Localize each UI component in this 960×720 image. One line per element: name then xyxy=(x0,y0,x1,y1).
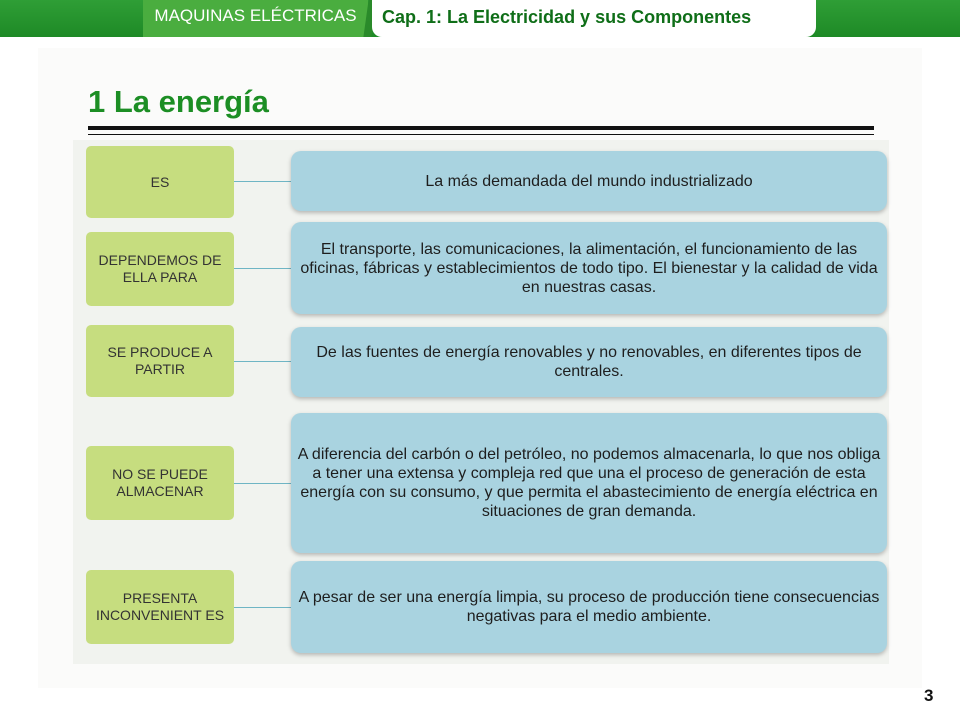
course-label: MAQUINAS ELÉCTRICAS xyxy=(154,6,357,25)
page-number: 3 xyxy=(924,686,934,705)
connector-line xyxy=(234,181,291,182)
title-rule-thick xyxy=(88,126,874,130)
connector-line xyxy=(234,607,291,608)
label-box-es: ES xyxy=(86,146,234,218)
connector-line xyxy=(234,268,291,269)
connector-line xyxy=(234,483,291,484)
text-box-se-produce: De las fuentes de energía renovables y no renovables, en diferentes tipos de centrales. xyxy=(291,327,887,397)
text-box-no-se-puede: A diferencia del carbón o del petróleo, no podemos almacenarla, lo que nos obliga a tener una extensa y compleja red que una el proceso de generación de esta energía con su consumo, y que permita el abastecimiento de energía eléctrica en situaciones de gran demanda. xyxy=(291,413,887,553)
course-tab xyxy=(143,0,368,37)
label-box-dependemos: DEPENDEMOS DE ELLA PARA xyxy=(86,232,234,306)
text-box-es: La más demandada del mundo industrializado xyxy=(291,151,887,211)
chapter-label: Cap. 1: La Electricidad y sus Componentes xyxy=(382,7,752,27)
label-box-presenta: PRESENTA INCONVENIENT ES xyxy=(86,570,234,644)
title-rule-thin xyxy=(88,134,874,135)
connector-line xyxy=(234,361,291,362)
text-box-dependemos: El transporte, las comunicaciones, la alimentación, el funcionamiento de las oficinas, fábricas y establecimientos de todo tipo. El bienestar y la calidad de vida en nuestras casas. xyxy=(291,222,887,314)
page-title: 1 La energía xyxy=(88,84,269,119)
chapter-tab xyxy=(372,0,816,37)
text-box-presenta: A pesar de ser una energía limpia, su proceso de producción tiene consecuencias negativas para el medio ambiente. xyxy=(291,561,887,653)
label-box-no-se-puede: NO SE PUEDE ALMACENAR xyxy=(86,446,234,520)
label-box-se-produce: SE PRODUCE A PARTIR xyxy=(86,325,234,397)
